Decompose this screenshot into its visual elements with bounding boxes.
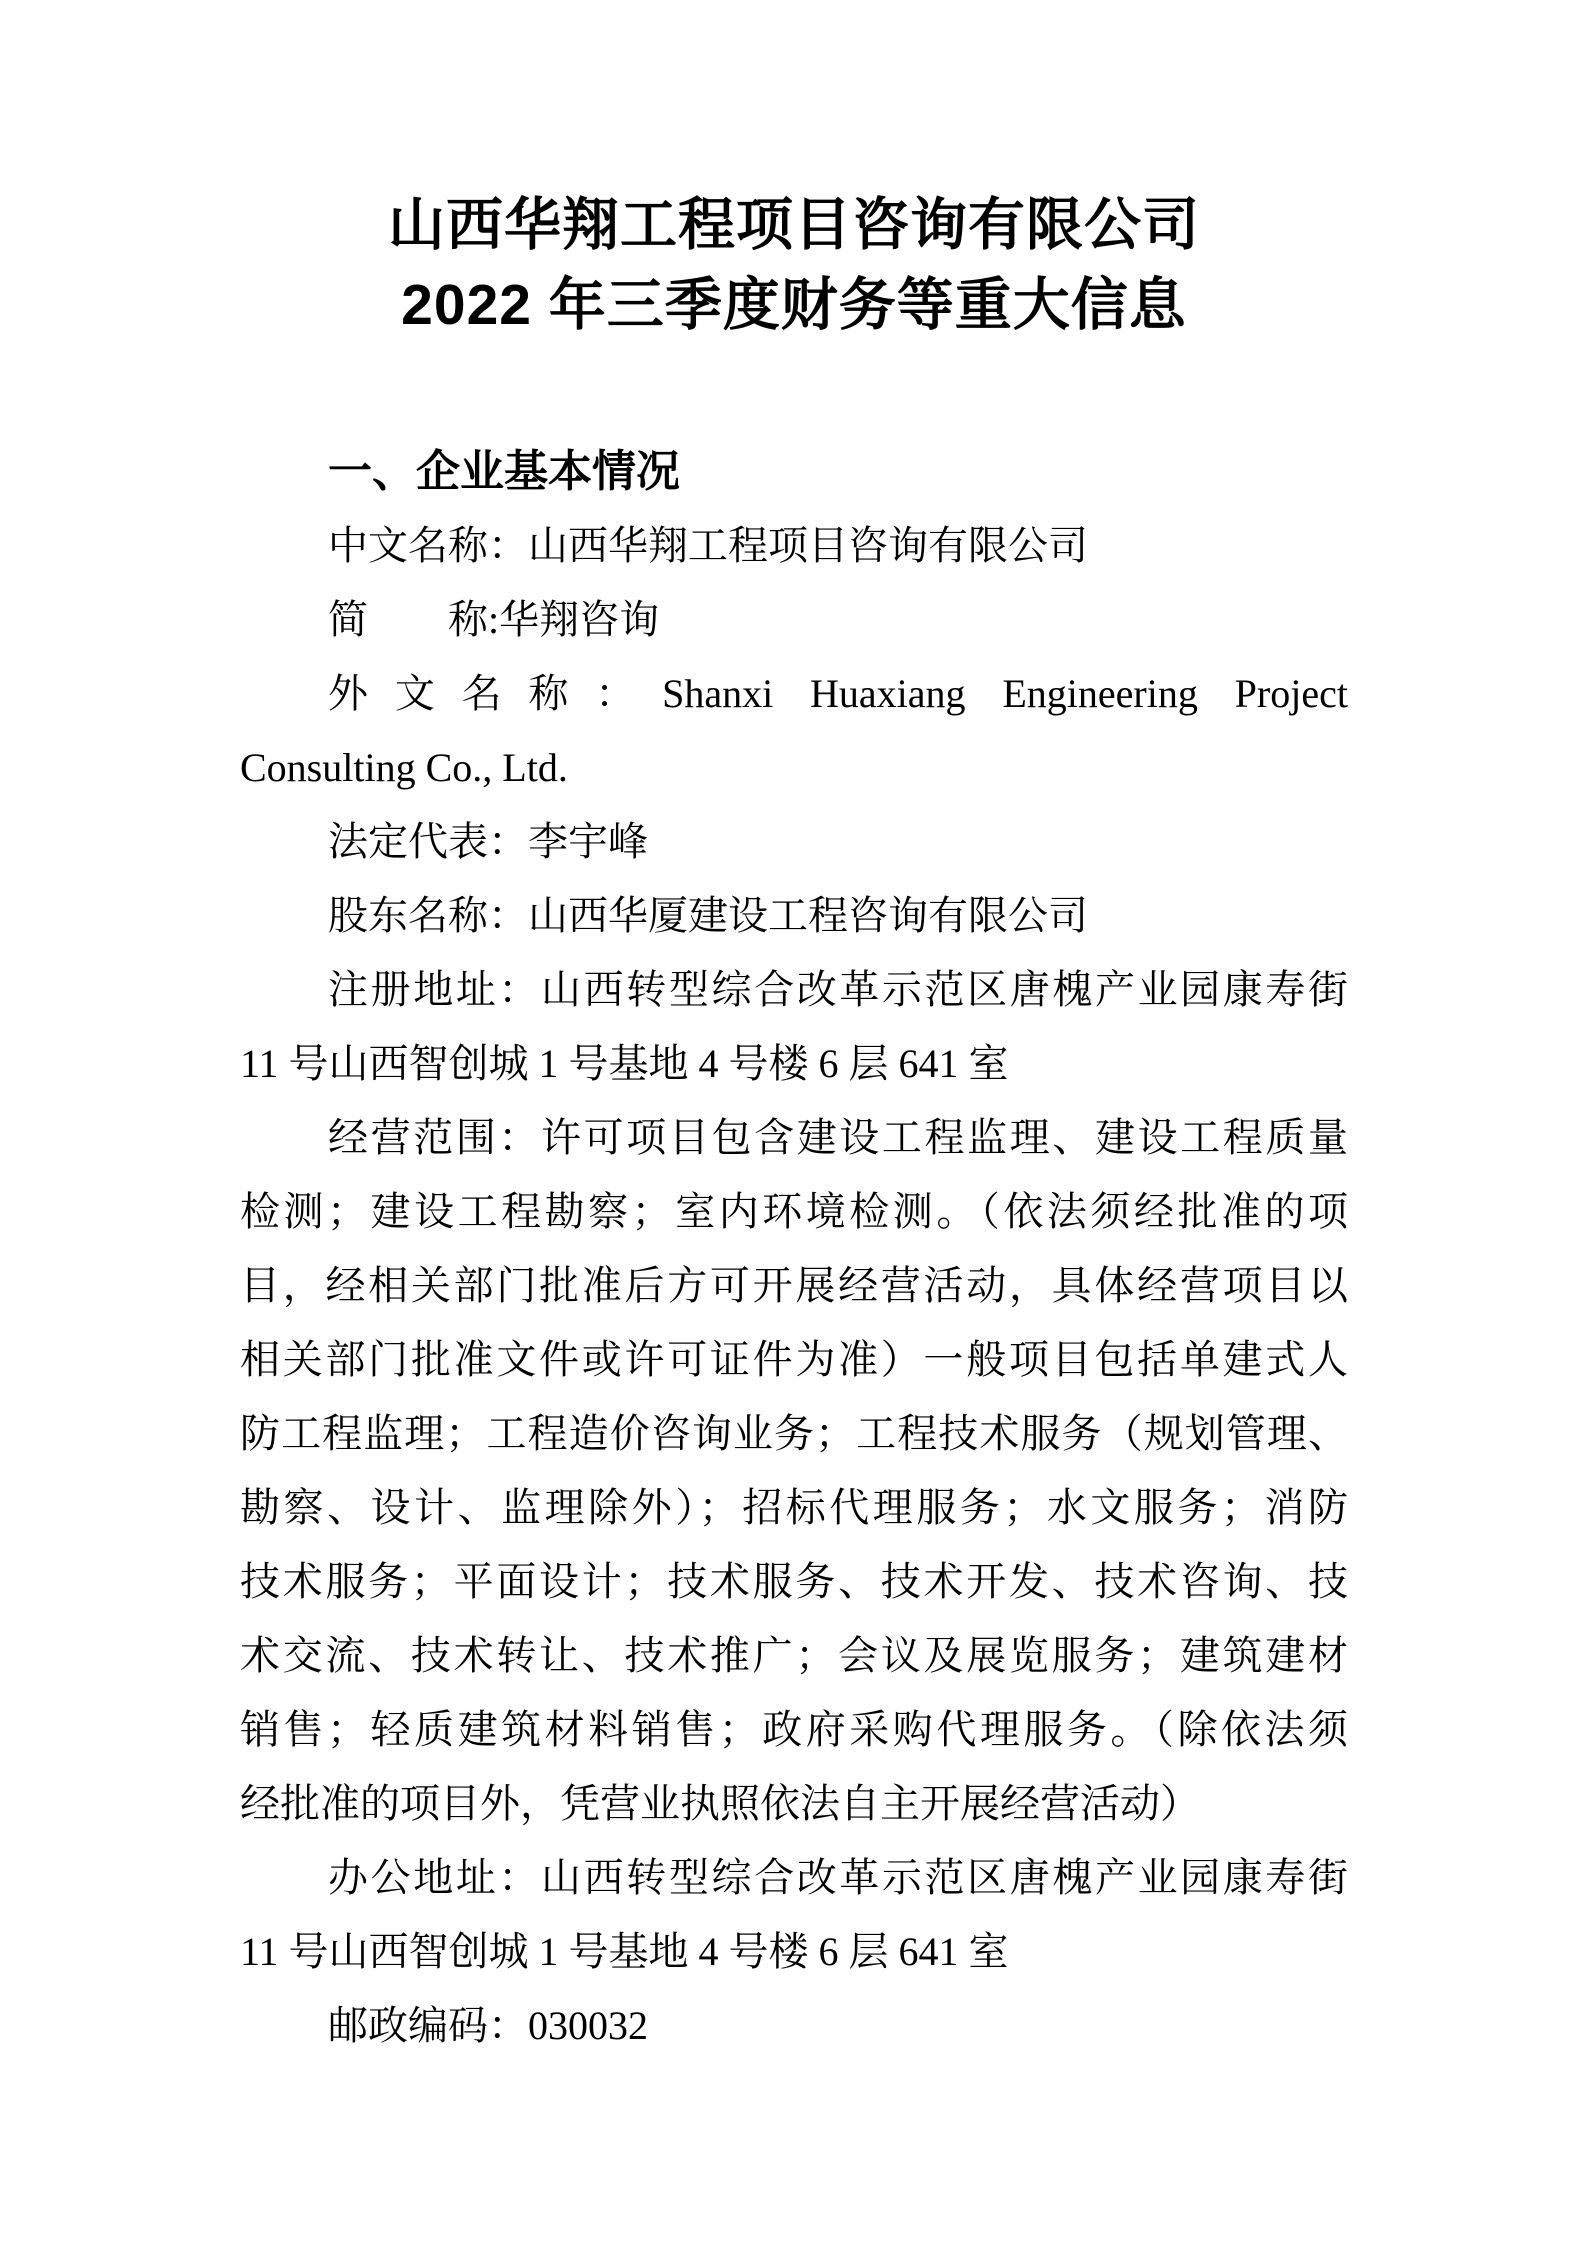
body-line: 技术服务；平面设计；技术服务、技术开发、技术咨询、技: [240, 1559, 1348, 1604]
body-line: 邮政编码：030032: [328, 2003, 648, 2048]
body-line: 11 号山西智创城 1 号基地 4 号楼 6 层 641 室: [240, 1929, 1009, 1974]
body-line: 中文名称：山西华翔工程项目咨询有限公司: [328, 523, 1088, 568]
body-line: 法定代表：李宇峰: [328, 819, 648, 864]
body-line: 外文名称：Shanxi Huaxiang Engineering Project: [328, 671, 1348, 716]
body-line: 注册地址：山西转型综合改革示范区唐槐产业园康寿街: [328, 967, 1348, 1012]
body-lines: [240, 509, 1348, 2063]
body-line: 简 称:华翔咨询: [328, 597, 660, 642]
body-line: 办公地址：山西转型综合改革示范区唐槐产业园康寿街: [328, 1855, 1348, 1900]
body-line: 防工程监理；工程造价咨询业务；工程技术服务（规划管理、: [240, 1411, 1348, 1456]
body-line: 勘察、设计、监理除外）；招标代理服务；水文服务；消防: [240, 1485, 1348, 1530]
body-line: Consulting Co., Ltd.: [240, 745, 568, 790]
section-heading: 一、企业基本情况: [328, 447, 680, 496]
document-title-line-1: 山西华翔工程项目咨询有限公司: [388, 193, 1200, 257]
body-line: 11 号山西智创城 1 号基地 4 号楼 6 层 641 室: [240, 1041, 1009, 1086]
body-line: 检测；建设工程勘察；室内环境检测。（依法须经批准的项: [240, 1189, 1348, 1234]
body-line: 经批准的项目外，凭营业执照依法自主开展经营活动）: [240, 1781, 1200, 1826]
body-line: 术交流、技术转让、技术推广；会议及展览服务；建筑建材: [240, 1633, 1348, 1678]
document-title-line-2: 2022 年三季度财务等重大信息: [401, 273, 1187, 337]
body-line: 股东名称：山西华厦建设工程咨询有限公司: [328, 893, 1088, 938]
body-line: 相关部门批准文件或许可证件为准）一般项目包括单建式人: [240, 1337, 1348, 1382]
body-line: 经营范围：许可项目包含建设工程监理、建设工程质量: [328, 1115, 1348, 1160]
body-line: 销售；轻质建筑材料销售；政府采购代理服务。（除依法须: [240, 1707, 1348, 1752]
body-line: 目，经相关部门批准后方可开展经营活动，具体经营项目以: [240, 1263, 1348, 1308]
document-title: [240, 185, 1348, 345]
